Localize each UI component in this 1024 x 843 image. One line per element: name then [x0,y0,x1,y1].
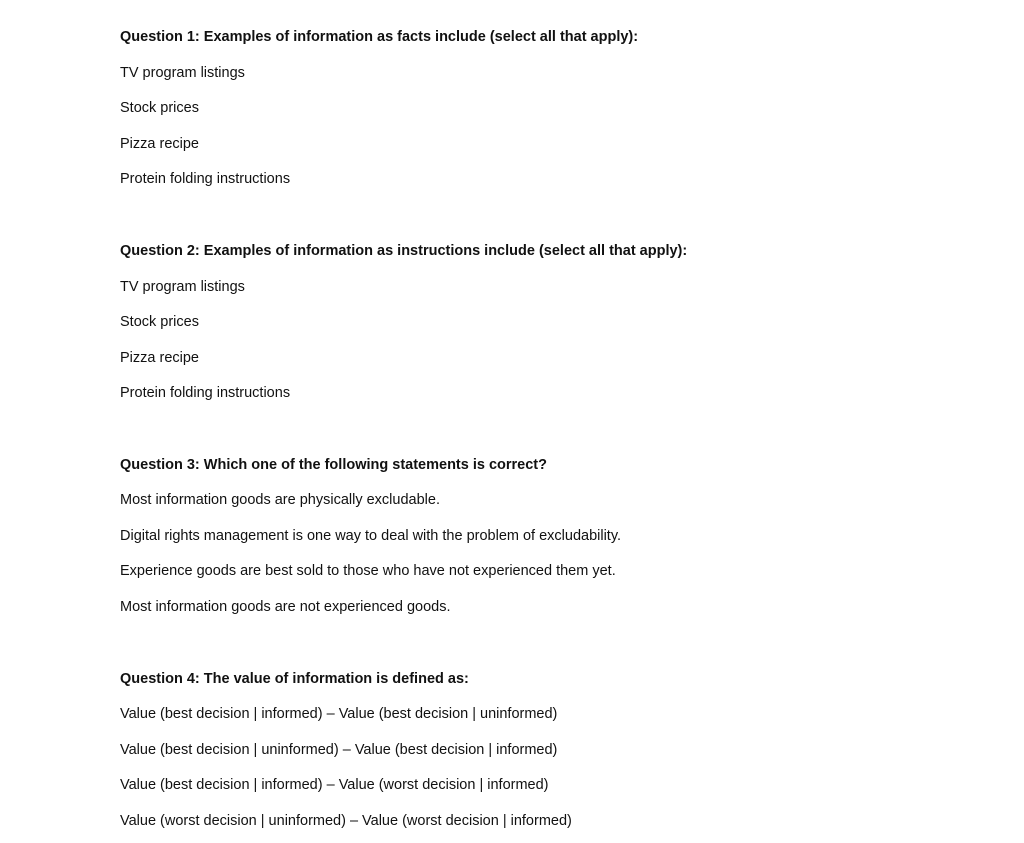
question-4-option-2: Value (best decision | uninformed) – Value (best decision | informed) [120,742,558,758]
question-1-option-3: Pizza recipe [120,136,199,152]
question-1-option-1: TV program listings [120,65,245,81]
document-page [120,0,1000,843]
question-2-option-2: Stock prices [120,314,199,330]
question-3-option-2: Digital rights management is one way to deal with the problem of excludability. [120,528,622,544]
question-1-title: Question 1: Examples of information as facts include (select all that apply): [120,29,639,45]
question-4-option-3: Value (best decision | informed) – Value (worst decision | informed) [120,777,549,793]
question-1-option-4: Protein folding instructions [120,171,291,187]
question-3-option-3: Experience goods are best sold to those who have not experienced them yet. [120,563,616,579]
question-2-option-4: Protein folding instructions [120,385,291,401]
question-4-option-1: Value (best decision | informed) – Value (best decision | uninformed) [120,706,558,722]
question-1-option-2: Stock prices [120,100,199,116]
question-2-title: Question 2: Examples of information as instructions include (select all that apply): [120,243,688,259]
question-2-option-1: TV program listings [120,279,245,295]
question-3-title: Question 3: Which one of the following statements is correct? [120,457,547,473]
question-4-option-4: Value (worst decision | uninformed) – Value (worst decision | informed) [120,813,572,829]
question-3-option-4: Most information goods are not experienced goods. [120,599,451,615]
question-4-title: Question 4: The value of information is defined as: [120,671,469,687]
question-3-option-1: Most information goods are physically excludable. [120,492,440,508]
question-2-option-3: Pizza recipe [120,350,199,366]
